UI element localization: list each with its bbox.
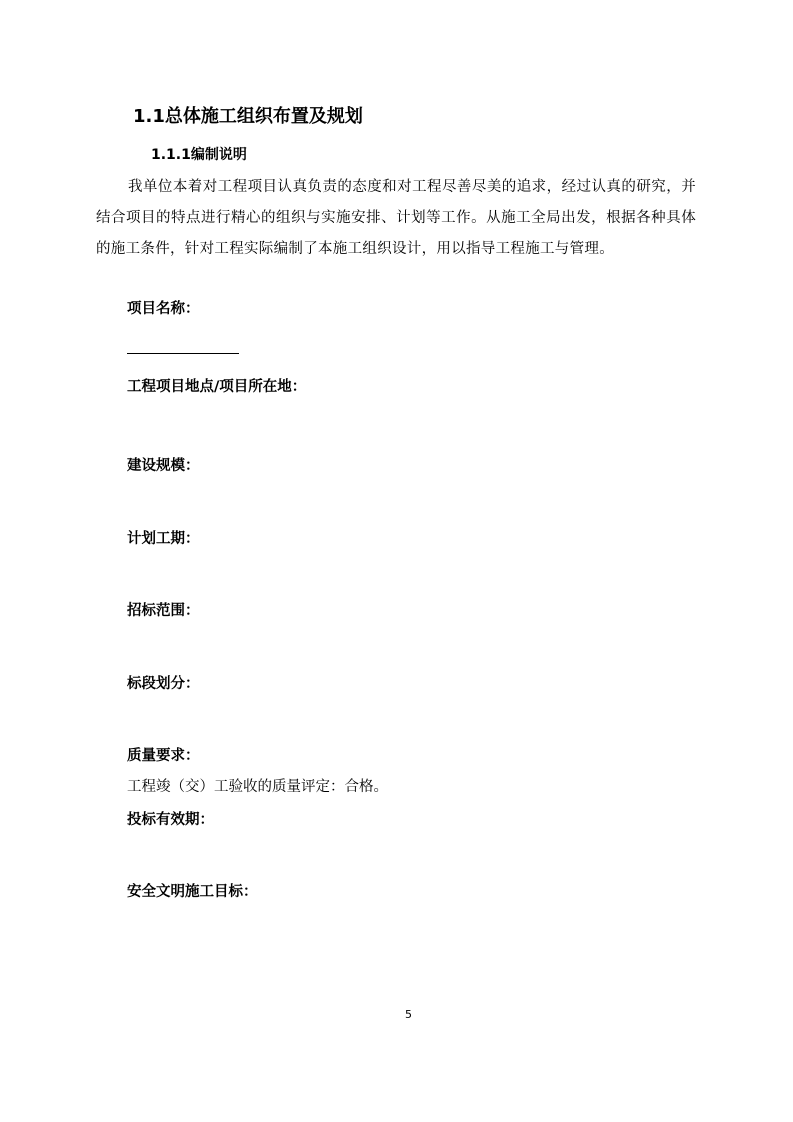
project-location-label: 工程项目地点/项目所在地： xyxy=(127,379,307,395)
planned-schedule-label: 计划工期： xyxy=(127,531,200,547)
project-name-label: 项目名称： xyxy=(127,301,200,317)
section-heading: 1.1总体施工组织布置及规划 xyxy=(133,106,363,127)
bid-scope-label: 招标范围： xyxy=(127,603,200,619)
quality-requirement-label: 质量要求： xyxy=(127,748,200,764)
page-number: 5 xyxy=(405,1008,412,1021)
bid-validity-label: 投标有效期： xyxy=(127,812,214,828)
section-division-label: 标段划分： xyxy=(127,676,200,692)
project-name-blank-line xyxy=(127,353,239,354)
subsection-heading: 1.1.1编制说明 xyxy=(151,147,247,163)
construction-scale-label: 建设规模： xyxy=(127,458,200,474)
intro-paragraph: 我单位本着对工程项目认真负责的态度和对工程尽善尽美的追求，经过认真的研究，并结合项目的特点进行精心的组织与实施安排、计划等工作。从施工全局出发，根据各种具体的施工条件，针对工程实际编制了本施工组织设计，用以指导工程施工与管理。 xyxy=(96,179,696,257)
safety-target-label: 安全文明施工目标： xyxy=(127,884,258,900)
quality-requirement-value: 工程竣（交）工验收的质量评定：合格。 xyxy=(127,779,388,795)
